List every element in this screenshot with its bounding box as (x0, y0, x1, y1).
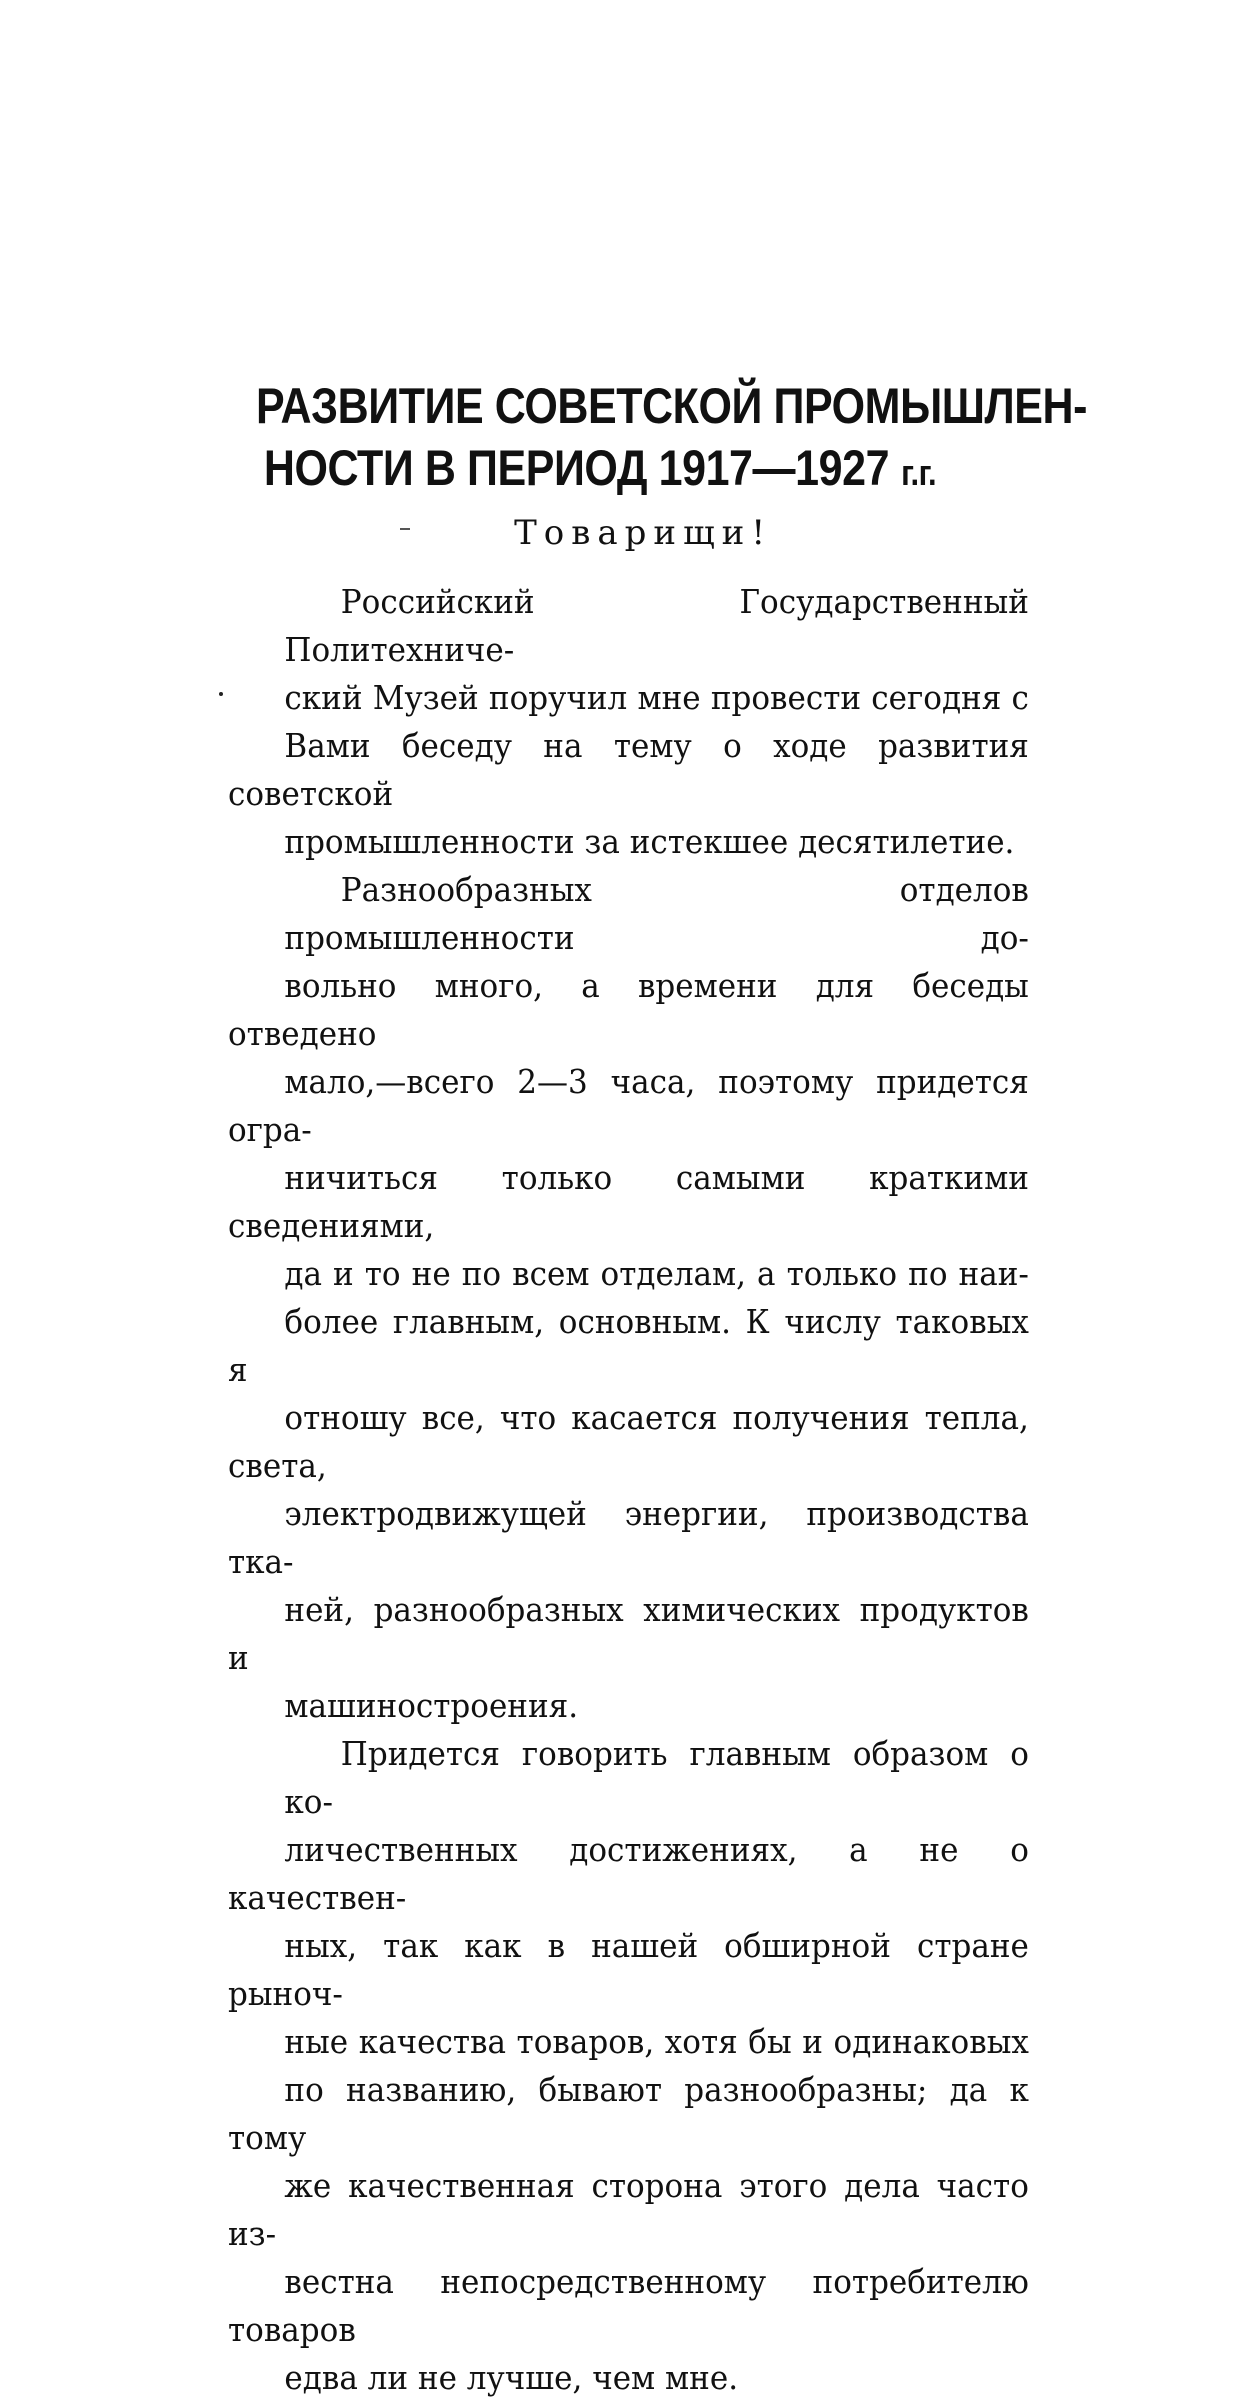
text-line: Придется говорить главным образом о ко- (284, 1734, 1029, 1821)
paragraph (228, 866, 1029, 1730)
text-line: едва ли не лучше, чем мне. (284, 2358, 739, 2397)
text-line: да и то не по всем отделам, а только по наи- (284, 1254, 1029, 1293)
title-line-2 (256, 437, 944, 504)
text-line: же качественная сторона этого дела часто из- (228, 2166, 1029, 2253)
text-line: Вами беседу на тему о ходе развития советской (228, 726, 1029, 813)
text-line: ский Музей поручил мне провести сегодня с (284, 678, 1029, 717)
text-line: промышленности за истекшее десятилетие. (284, 822, 1015, 861)
text-line: электродвижущей энергии, производства тка- (228, 1494, 1029, 1581)
text-line: ные качества товаров, хотя бы и одинаковых (284, 2022, 1029, 2061)
text-line: вестна непосредственному потребителю товаров (228, 2262, 1029, 2349)
paragraph (228, 578, 1029, 866)
page-title (256, 375, 1088, 504)
print-dot (219, 692, 223, 696)
text-line: отношу все, что касается получения тепла, света, (228, 1398, 1029, 1485)
text-line: мало,—всего 2—3 часа, поэтому придется огра- (228, 1062, 1029, 1149)
text-line: личественных достижениях, а не о качествен- (228, 1830, 1029, 1917)
text-line: по названию, бывают разнообразны; да к тому (228, 2070, 1029, 2157)
salutation: Товарищи! (514, 513, 772, 553)
text-line: ничиться только самыми краткими сведениями, (228, 1158, 1029, 1245)
title-line-2-suffix: г.г. (901, 452, 937, 493)
text-line: Российский Государственный Политехниче- (284, 582, 1029, 669)
text-line: Разнообразных отделов промышленности до- (284, 870, 1029, 957)
text-line: ных, так как в нашей обширной стране рыноч- (228, 1926, 1029, 2013)
paragraph (228, 1730, 1029, 2402)
text-line: машиностроения. (284, 1686, 579, 1725)
body-text (228, 578, 1029, 2402)
title-line-2-text: НОСТИ В ПЕРИОД 1917—1927 (263, 440, 890, 496)
text-line: вольно много, а времени для беседы отведено (228, 966, 1029, 1053)
text-line: более главным, основным. К числу таковых я (228, 1302, 1029, 1389)
text-line: ней, разнообразных химических продуктов и (228, 1590, 1029, 1677)
title-line-1: РАЗВИТИЕ СОВЕТСКОЙ ПРОМЫШЛЕН- (256, 378, 1088, 434)
